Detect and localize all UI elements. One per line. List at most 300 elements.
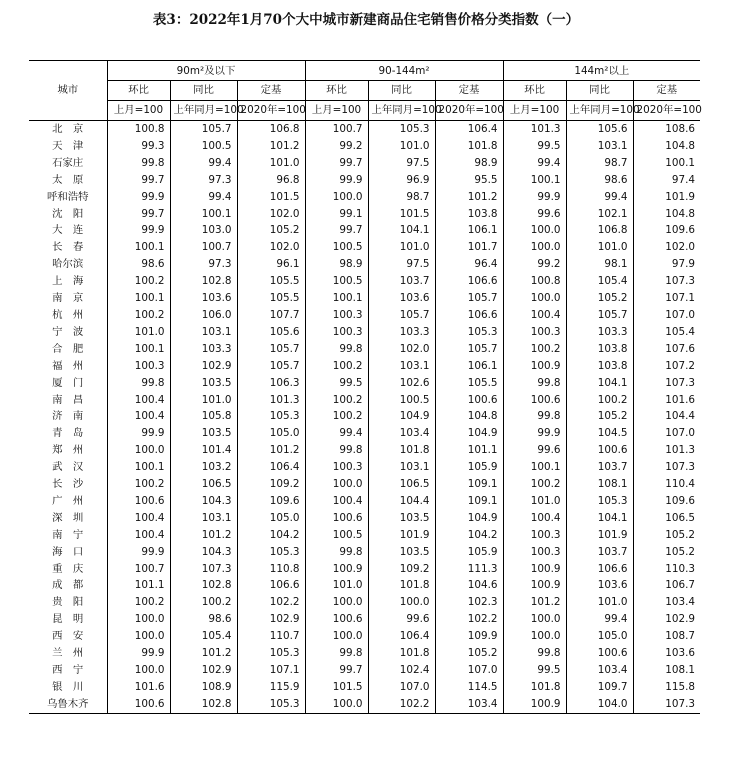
subcol-yoy: 同比 — [566, 81, 633, 101]
index-value: 105.5 — [237, 290, 305, 307]
index-value: 111.3 — [435, 561, 503, 578]
index-value: 99.8 — [107, 375, 170, 392]
city-name: 长 沙 — [52, 478, 84, 491]
index-value: 102.0 — [633, 239, 700, 256]
index-value: 101.2 — [237, 442, 305, 459]
index-value: 107.3 — [170, 561, 237, 578]
index-value: 102.4 — [368, 662, 435, 679]
index-value: 105.3 — [237, 696, 305, 713]
index-value: 103.6 — [566, 577, 633, 594]
index-value: 97.3 — [170, 172, 237, 189]
index-value: 100.6 — [435, 392, 503, 409]
index-value: 100.1 — [107, 341, 170, 358]
index-value: 99.4 — [170, 189, 237, 206]
index-value: 101.8 — [503, 679, 566, 696]
index-value: 107.2 — [633, 358, 700, 375]
index-value: 107.3 — [633, 375, 700, 392]
index-value: 105.3 — [566, 493, 633, 510]
index-value: 101.0 — [566, 239, 633, 256]
index-value: 100.7 — [107, 561, 170, 578]
index-value: 105.7 — [237, 341, 305, 358]
index-value: 101.3 — [633, 442, 700, 459]
index-value: 101.9 — [566, 527, 633, 544]
index-value: 99.8 — [503, 408, 566, 425]
index-value: 99.7 — [305, 662, 368, 679]
index-value: 106.4 — [237, 459, 305, 476]
index-value: 106.5 — [170, 476, 237, 493]
table-row — [29, 138, 700, 155]
table-row — [29, 392, 700, 409]
subcol-base: 定基 — [633, 81, 700, 101]
city-name: 厦 门 — [52, 376, 84, 389]
index-value: 99.4 — [503, 155, 566, 172]
index-value: 96.9 — [368, 172, 435, 189]
index-value: 98.9 — [435, 155, 503, 172]
index-value: 101.2 — [503, 594, 566, 611]
index-value: 101.9 — [368, 527, 435, 544]
subcol-mom: 环比 — [107, 81, 170, 101]
index-value: 105.2 — [435, 645, 503, 662]
index-value: 104.2 — [237, 527, 305, 544]
index-value: 108.6 — [633, 121, 700, 138]
index-value: 109.6 — [633, 222, 700, 239]
index-value: 99.5 — [305, 375, 368, 392]
table-row — [29, 679, 700, 696]
index-value: 97.9 — [633, 256, 700, 273]
city-name: 兰 州 — [52, 647, 84, 660]
city-name: 海 口 — [52, 545, 84, 558]
base-label: 上年同月=100 — [566, 101, 633, 121]
price-index-table — [29, 60, 700, 714]
group-header-medium: 90-144m² — [305, 61, 503, 81]
index-value: 103.3 — [368, 324, 435, 341]
index-value: 98.6 — [107, 256, 170, 273]
index-value: 105.6 — [566, 121, 633, 138]
index-value: 105.2 — [633, 527, 700, 544]
city-name: 重 庆 — [52, 562, 84, 575]
table-row — [29, 645, 700, 662]
index-value: 99.4 — [170, 155, 237, 172]
index-value: 107.3 — [633, 459, 700, 476]
index-value: 106.5 — [368, 476, 435, 493]
index-value: 103.7 — [368, 273, 435, 290]
index-value: 100.9 — [503, 577, 566, 594]
index-value: 100.0 — [107, 662, 170, 679]
index-value: 100.4 — [503, 510, 566, 527]
index-value: 102.2 — [368, 696, 435, 713]
index-value: 97.5 — [368, 256, 435, 273]
index-value: 104.6 — [435, 577, 503, 594]
table-row — [29, 256, 700, 273]
index-value: 105.7 — [170, 121, 237, 138]
index-value: 100.2 — [170, 594, 237, 611]
index-value: 105.7 — [368, 307, 435, 324]
city-name: 太 原 — [52, 173, 84, 186]
index-value: 99.7 — [107, 172, 170, 189]
index-value: 100.4 — [107, 527, 170, 544]
index-value: 99.8 — [305, 544, 368, 561]
index-value: 106.1 — [435, 358, 503, 375]
index-value: 103.6 — [368, 290, 435, 307]
index-value: 100.9 — [503, 358, 566, 375]
index-value: 103.3 — [170, 341, 237, 358]
index-value: 99.8 — [305, 442, 368, 459]
index-value: 101.6 — [107, 679, 170, 696]
index-value: 100.3 — [107, 358, 170, 375]
index-value: 105.0 — [237, 425, 305, 442]
table-row — [29, 696, 700, 713]
index-value: 100.3 — [305, 459, 368, 476]
table-row — [29, 493, 700, 510]
index-value: 105.4 — [566, 273, 633, 290]
city-name: 北 京 — [52, 123, 84, 135]
index-value: 105.2 — [566, 408, 633, 425]
index-value: 101.5 — [368, 206, 435, 223]
index-value: 100.7 — [170, 239, 237, 256]
index-value: 103.1 — [368, 459, 435, 476]
index-value: 105.3 — [237, 408, 305, 425]
index-value: 100.6 — [566, 645, 633, 662]
index-value: 100.6 — [566, 442, 633, 459]
index-value: 100.3 — [503, 324, 566, 341]
index-value: 99.5 — [503, 138, 566, 155]
index-value: 103.4 — [633, 594, 700, 611]
index-value: 104.9 — [368, 408, 435, 425]
city-name: 深 圳 — [52, 511, 84, 524]
table-row — [29, 155, 700, 172]
city-name: 贵 阳 — [52, 596, 84, 609]
index-value: 96.4 — [435, 256, 503, 273]
index-value: 102.2 — [237, 594, 305, 611]
index-value: 100.1 — [633, 155, 700, 172]
index-value: 100.4 — [107, 392, 170, 409]
city-name: 沈 阳 — [52, 207, 84, 220]
index-value: 96.1 — [237, 256, 305, 273]
index-value: 102.3 — [435, 594, 503, 611]
index-value: 101.5 — [237, 189, 305, 206]
index-value: 104.2 — [435, 527, 503, 544]
index-value: 109.2 — [368, 561, 435, 578]
index-value: 103.4 — [368, 425, 435, 442]
index-value: 101.0 — [368, 239, 435, 256]
city-name: 福 州 — [52, 359, 84, 372]
index-value: 100.3 — [503, 527, 566, 544]
index-value: 109.1 — [435, 476, 503, 493]
index-value: 105.5 — [435, 375, 503, 392]
index-value: 99.9 — [107, 222, 170, 239]
index-value: 98.7 — [368, 189, 435, 206]
index-value: 100.2 — [107, 594, 170, 611]
index-value: 99.4 — [566, 189, 633, 206]
city-name: 乌鲁木齐 — [46, 697, 89, 710]
index-value: 104.1 — [566, 510, 633, 527]
index-value: 103.1 — [566, 138, 633, 155]
index-value: 102.9 — [170, 358, 237, 375]
index-value: 100.6 — [305, 510, 368, 527]
index-value: 103.1 — [170, 510, 237, 527]
index-value: 100.0 — [368, 594, 435, 611]
index-value: 105.7 — [435, 290, 503, 307]
index-value: 105.2 — [237, 222, 305, 239]
index-value: 99.8 — [305, 645, 368, 662]
index-value: 109.6 — [633, 493, 700, 510]
index-value: 99.7 — [107, 206, 170, 223]
index-value: 106.1 — [435, 222, 503, 239]
index-value: 104.8 — [435, 408, 503, 425]
index-value: 101.0 — [305, 577, 368, 594]
index-value: 101.8 — [368, 442, 435, 459]
index-value: 105.9 — [435, 544, 503, 561]
index-value: 104.9 — [435, 510, 503, 527]
city-name: 青 岛 — [52, 427, 84, 440]
index-value: 100.3 — [503, 544, 566, 561]
index-value: 101.1 — [435, 442, 503, 459]
city-name: 合 肥 — [52, 342, 84, 355]
table-row — [29, 206, 700, 223]
index-value: 98.6 — [566, 172, 633, 189]
index-value: 99.6 — [503, 206, 566, 223]
index-value: 104.1 — [566, 375, 633, 392]
index-value: 103.7 — [566, 544, 633, 561]
index-value: 100.4 — [107, 408, 170, 425]
index-value: 103.4 — [435, 696, 503, 713]
table-row — [29, 577, 700, 594]
index-value: 100.0 — [305, 594, 368, 611]
index-value: 100.6 — [503, 392, 566, 409]
index-value: 107.0 — [368, 679, 435, 696]
index-value: 106.7 — [633, 577, 700, 594]
index-value: 101.7 — [435, 239, 503, 256]
index-value: 100.9 — [305, 561, 368, 578]
group-header-small: 90m²及以下 — [107, 61, 305, 81]
index-value: 103.5 — [170, 425, 237, 442]
index-value: 103.5 — [368, 510, 435, 527]
city-name: 呼和浩特 — [46, 190, 89, 203]
index-value: 99.8 — [305, 341, 368, 358]
index-value: 107.1 — [237, 662, 305, 679]
table-row — [29, 561, 700, 578]
index-value: 101.2 — [435, 189, 503, 206]
table-row — [29, 358, 700, 375]
index-value: 100.2 — [107, 476, 170, 493]
index-value: 110.3 — [633, 561, 700, 578]
index-value: 101.0 — [368, 138, 435, 155]
index-value: 102.0 — [368, 341, 435, 358]
index-value: 100.4 — [305, 493, 368, 510]
index-value: 99.9 — [503, 189, 566, 206]
city-name: 武 汉 — [52, 461, 84, 474]
index-value: 100.0 — [503, 222, 566, 239]
table-row — [29, 662, 700, 679]
index-value: 102.8 — [170, 273, 237, 290]
index-value: 107.3 — [633, 273, 700, 290]
index-value: 99.2 — [503, 256, 566, 273]
index-value: 105.3 — [368, 121, 435, 138]
subcol-yoy: 同比 — [170, 81, 237, 101]
index-value: 103.3 — [566, 324, 633, 341]
index-value: 100.1 — [107, 239, 170, 256]
index-value: 102.9 — [237, 611, 305, 628]
index-value: 101.8 — [368, 645, 435, 662]
index-value: 105.9 — [435, 459, 503, 476]
index-value: 100.2 — [107, 307, 170, 324]
table-row — [29, 628, 700, 645]
index-value: 107.6 — [633, 341, 700, 358]
index-value: 99.1 — [305, 206, 368, 223]
index-value: 105.4 — [170, 628, 237, 645]
index-value: 99.8 — [503, 375, 566, 392]
index-value: 99.9 — [107, 645, 170, 662]
index-value: 106.6 — [435, 307, 503, 324]
index-value: 101.5 — [305, 679, 368, 696]
index-value: 104.3 — [170, 544, 237, 561]
index-value: 100.3 — [305, 324, 368, 341]
index-value: 104.1 — [368, 222, 435, 239]
index-value: 98.1 — [566, 256, 633, 273]
base-label: 上月=100 — [305, 101, 368, 121]
index-value: 99.9 — [107, 544, 170, 561]
city-name: 南 京 — [52, 292, 84, 305]
index-value: 99.2 — [305, 138, 368, 155]
base-label: 上月=100 — [503, 101, 566, 121]
index-value: 98.6 — [170, 611, 237, 628]
index-value: 102.8 — [170, 696, 237, 713]
base-label: 2020年=100 — [633, 101, 700, 121]
index-value: 101.6 — [633, 392, 700, 409]
index-value: 105.7 — [435, 341, 503, 358]
index-value: 104.3 — [170, 493, 237, 510]
index-value: 115.8 — [633, 679, 700, 696]
city-name: 上 海 — [52, 275, 84, 288]
index-value: 100.0 — [107, 442, 170, 459]
table-title: 表3：2022年1月70个大中城市新建商品住宅销售价格分类指数（一） — [152, 12, 580, 28]
index-value: 106.5 — [633, 510, 700, 527]
index-value: 101.1 — [107, 577, 170, 594]
index-value: 101.3 — [237, 392, 305, 409]
index-value: 95.5 — [435, 172, 503, 189]
index-value: 114.5 — [435, 679, 503, 696]
city-name: 西 安 — [52, 630, 84, 643]
index-value: 104.8 — [633, 138, 700, 155]
index-value: 100.4 — [107, 510, 170, 527]
index-value: 107.0 — [435, 662, 503, 679]
city-name: 南 昌 — [52, 393, 84, 406]
index-value: 100.8 — [503, 273, 566, 290]
base-label: 上年同月=100 — [170, 101, 237, 121]
index-value: 105.0 — [566, 628, 633, 645]
index-value: 103.6 — [633, 645, 700, 662]
index-value: 100.5 — [305, 239, 368, 256]
index-value: 110.7 — [237, 628, 305, 645]
table-row — [29, 222, 700, 239]
base-header-row — [29, 101, 700, 121]
city-name: 石家庄 — [52, 156, 84, 169]
index-value: 102.9 — [633, 611, 700, 628]
index-value: 101.8 — [368, 577, 435, 594]
city-name: 成 都 — [52, 579, 84, 592]
index-value: 103.4 — [566, 662, 633, 679]
index-value: 108.7 — [633, 628, 700, 645]
index-value: 100.1 — [503, 172, 566, 189]
index-value: 101.0 — [170, 392, 237, 409]
index-value: 100.0 — [107, 611, 170, 628]
table-row — [29, 459, 700, 476]
subcol-mom: 环比 — [503, 81, 566, 101]
index-value: 108.1 — [566, 476, 633, 493]
index-value: 104.4 — [368, 493, 435, 510]
index-value: 105.3 — [237, 544, 305, 561]
index-value: 99.8 — [503, 645, 566, 662]
index-value: 100.5 — [170, 138, 237, 155]
index-value: 106.6 — [435, 273, 503, 290]
index-value: 96.8 — [237, 172, 305, 189]
index-value: 100.8 — [107, 121, 170, 138]
base-label: 2020年=100 — [237, 101, 305, 121]
city-name: 广 州 — [52, 494, 84, 507]
table-row — [29, 544, 700, 561]
index-value: 99.9 — [107, 425, 170, 442]
table-row — [29, 324, 700, 341]
city-name: 济 南 — [52, 410, 84, 423]
index-value: 100.2 — [503, 476, 566, 493]
index-value: 99.4 — [305, 425, 368, 442]
index-value: 99.9 — [503, 425, 566, 442]
subcolumn-header-row — [29, 81, 700, 101]
index-value: 102.2 — [435, 611, 503, 628]
table-row — [29, 476, 700, 493]
index-value: 106.8 — [566, 222, 633, 239]
table-row — [29, 527, 700, 544]
index-value: 100.2 — [305, 358, 368, 375]
table-row — [29, 172, 700, 189]
index-value: 101.0 — [503, 493, 566, 510]
index-value: 107.0 — [633, 425, 700, 442]
group-header-large: 144m²以上 — [503, 61, 700, 81]
table-row — [29, 425, 700, 442]
city-name: 西 宁 — [52, 664, 84, 676]
index-value: 103.8 — [566, 358, 633, 375]
base-label: 上月=100 — [107, 101, 170, 121]
index-value: 99.8 — [107, 155, 170, 172]
index-value: 100.1 — [107, 290, 170, 307]
index-value: 100.3 — [305, 307, 368, 324]
table-body — [29, 121, 700, 714]
index-value: 101.2 — [170, 645, 237, 662]
index-value: 100.1 — [503, 459, 566, 476]
index-value: 104.4 — [633, 408, 700, 425]
subcol-base: 定基 — [237, 81, 305, 101]
index-value: 99.3 — [107, 138, 170, 155]
index-value: 108.1 — [633, 662, 700, 679]
index-value: 106.4 — [435, 121, 503, 138]
city-name: 昆 明 — [52, 613, 84, 626]
table-row — [29, 121, 700, 138]
index-value: 105.8 — [170, 408, 237, 425]
index-value: 105.5 — [237, 273, 305, 290]
index-value: 104.5 — [566, 425, 633, 442]
table-row — [29, 510, 700, 527]
index-value: 99.5 — [503, 662, 566, 679]
city-column-header: 城市 — [29, 61, 107, 121]
table-row — [29, 594, 700, 611]
index-value: 97.5 — [368, 155, 435, 172]
index-value: 98.9 — [305, 256, 368, 273]
index-value: 103.1 — [170, 324, 237, 341]
city-name: 银 川 — [52, 680, 84, 693]
table-row — [29, 189, 700, 206]
index-value: 105.2 — [633, 544, 700, 561]
index-value: 109.2 — [237, 476, 305, 493]
